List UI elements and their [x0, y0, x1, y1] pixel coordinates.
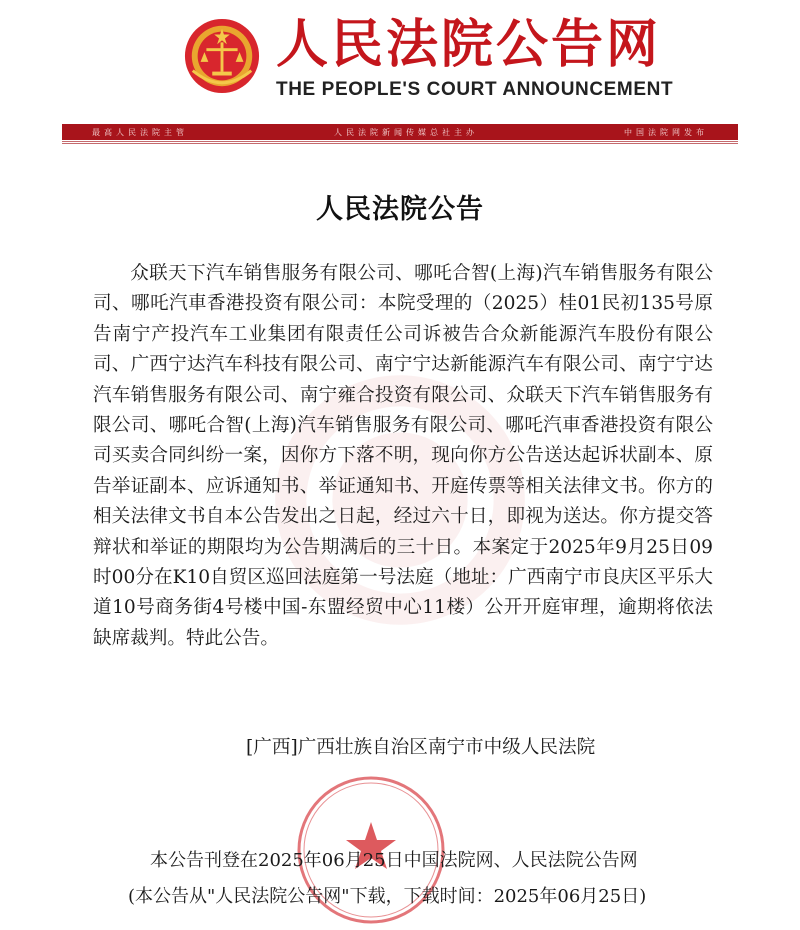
download-line: (本公告从"人民法院公告网"下载，下载时间：2025年06月25日)	[128, 886, 647, 907]
court-emblem-icon	[183, 17, 261, 95]
band-item-host: 人民法院新闻传媒总社主办	[334, 127, 478, 137]
announcement-body: 众联天下汽车销售服务有限公司、哪吒合智(上海)汽车销售服务有限公司、哪吒汽車香港投资有限公司：本院受理的（2025）桂01民初135号原告南宁产投汽车工业集团有限责任公司诉被告合众新能源汽车股份有限公司、广西宁达汽车科技有限公司、南宁宁达新能源汽车有限公司、南宁宁达汽车销售服务有限公司、南宁雍合投资有限公司、众联天下汽车销售服务有限公司、哪吒合智(上海)汽车销售服务有限公司、哪吒汽車香港投资有限公司买卖合同纠纷一案，因你方下落不明，现向你方公告送达起诉状副本、原告举证副本、应诉通知书、举证通知书、开庭传票等相关法律文书。你方的相关法律文书自本公告发出之日起，经过六十日，即视为送达。你方提交答辩状和举证的期限均为公告期满后的三十日。本案定于2025年9月25日09时00分在K10自贸区巡回法庭第一号法庭（地址：广西南宁市良庆区平乐大道10号商务街4号楼中国-东盟经贸中心11楼）公开开庭审理，逾期将依法缺席裁判。特此公告。	[93, 263, 713, 649]
band-item-publisher: 中国法院网发布	[624, 127, 708, 137]
publication-line: 本公告刊登在2025年06月25日中国法院网、人民法院公告网	[150, 850, 638, 871]
band-divider	[62, 141, 738, 144]
site-header	[0, 0, 800, 145]
site-title: 人民法院公告网	[276, 15, 662, 75]
band-item-supervisor: 最高人民法院主管	[92, 127, 188, 137]
court-signature: [广西]广西壮族自治区南宁市中级人民法院	[246, 737, 596, 758]
document-title: 人民法院公告	[316, 194, 484, 225]
site-subtitle: THE PEOPLE'S COURT ANNOUNCEMENT	[276, 79, 674, 100]
header-band	[62, 124, 738, 140]
